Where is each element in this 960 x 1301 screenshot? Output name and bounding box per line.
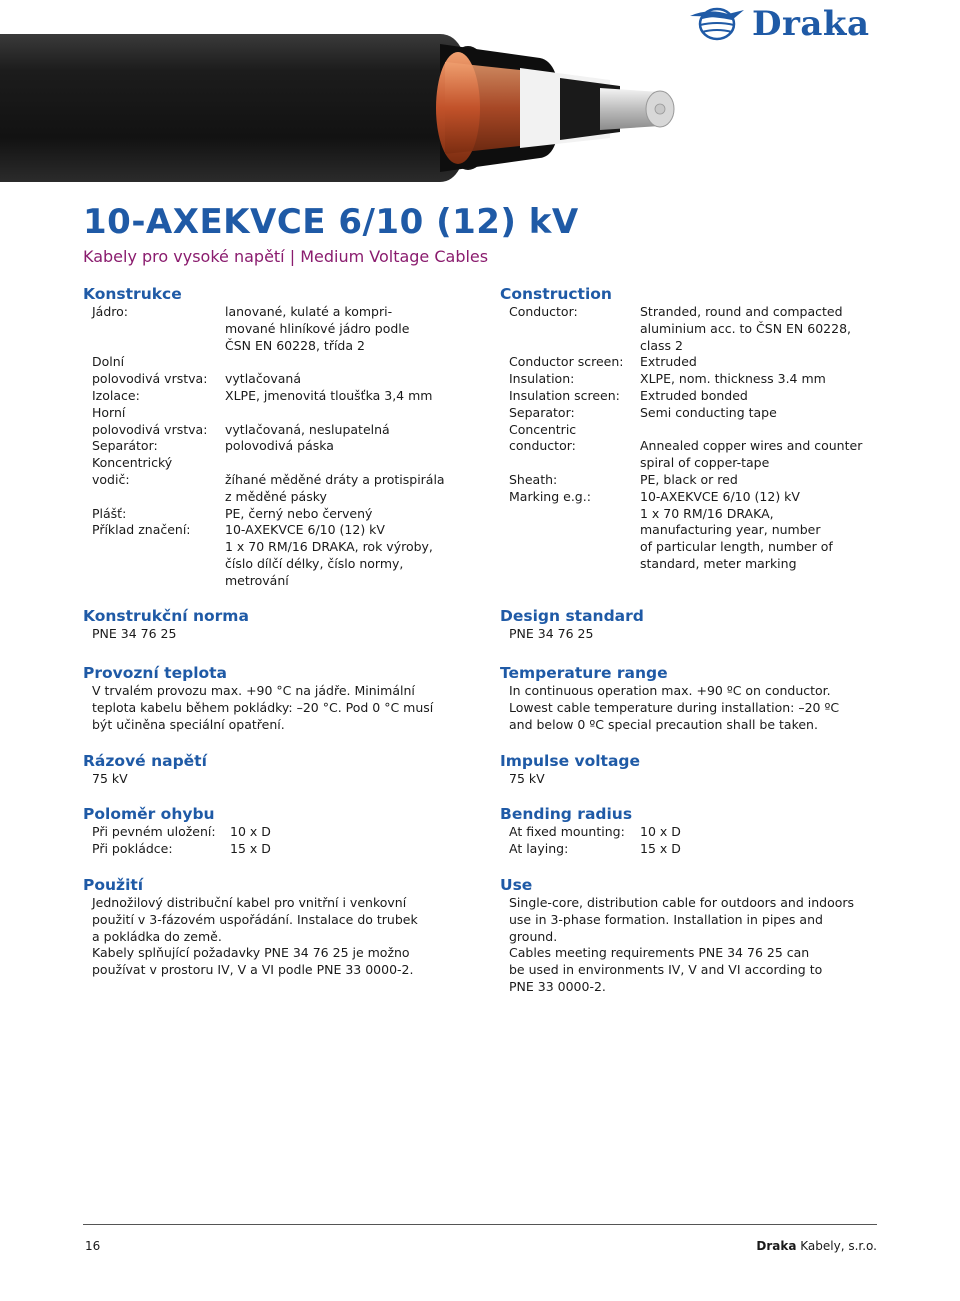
section-use-cz [83,875,483,979]
section-heading: Provozní teplota [83,664,228,682]
construction-list-en [500,304,900,573]
section-heading: Temperature range [500,664,668,682]
spec-label: Plášť: [92,505,127,521]
spec-value: polovodivá páska [225,438,334,454]
spec-label: Marking e.g.: [509,488,591,504]
spec-value: 15 x D [640,840,681,856]
spec-value: Stranded, round and compacted aluminium acc. to ČSN EN 60228, class 2 [640,304,851,353]
company-rest: Kabely, s.r.o. [796,1239,877,1253]
spec-value: Extruded bonded [640,387,748,403]
company-name [756,1239,877,1253]
spec-value: 15 x D [230,840,271,856]
page-footer [83,1224,877,1253]
spec-row [509,405,900,422]
spec-label: Jádro: [92,304,129,319]
spec-value: žíhané měděné dráty a protispirála z měděné pásky [225,471,445,504]
spec-row [92,841,483,858]
spec-row [92,405,483,439]
section-text: In continuous operation max. +90 ºC on conductor. Lowest cable temperature during installation: –20 ºC and below 0 ºC special precaution shall be taken. [509,683,840,732]
section-temperature-cz [83,663,483,733]
section-text: 75 kV [92,771,128,786]
brand-name: Draka [752,4,870,44]
spec-row [92,388,483,405]
section-text: V trvalém provozu max. +90 °C na jádře. Minimální teplota kabelu během pokládky: –20 °C. Pod 0 °C musí být učiněna speciální opatření. [92,683,434,732]
spec-label: Horní polovodivá vrstva: [92,404,208,437]
spec-label: Dolní polovodivá vrstva: [92,354,208,387]
spec-label: Concentric conductor: [509,421,577,454]
section-heading: Konstrukční norma [83,607,249,625]
spec-row [509,841,900,858]
section-heading: Construction [500,285,612,303]
page-subtitle: Kabely pro vysoké napětí | Medium Voltage Cables [83,247,489,266]
spec-value: Extruded [640,354,697,370]
bending-list-cz [83,824,483,858]
page-number: 16 [85,1239,101,1253]
section-bending-cz [83,804,483,858]
spec-value: PE, black or red [640,471,738,487]
spec-row [92,438,483,455]
spec-label: Separátor: [92,438,158,454]
company-brand: Draka [756,1239,797,1253]
section-construction-cz [83,284,483,590]
spec-row [509,304,900,354]
section-impulse-cz [83,751,483,788]
spec-value: Annealed copper wires and counter spiral of copper-tape [640,438,863,471]
spec-row [509,354,900,371]
spec-row [509,824,900,841]
section-standard-en [500,606,900,643]
section-bending-en [500,804,900,858]
spec-row [92,506,483,523]
spec-label: At laying: [509,840,569,856]
spec-label: Izolace: [92,387,140,403]
section-temperature-en [500,663,900,733]
spec-row [92,824,483,841]
section-text: 75 kV [509,771,545,786]
spec-label: Insulation: [509,371,575,387]
section-text: PNE 34 76 25 [509,626,594,641]
section-text: PNE 34 76 25 [92,626,177,641]
spec-row [509,371,900,388]
spec-label: Conductor: [509,304,578,319]
spec-label: Příklad značení: [92,522,191,538]
spec-row [509,388,900,405]
spec-row [509,489,900,573]
section-heading: Konstrukce [83,285,182,303]
spec-label: Sheath: [509,471,558,487]
spec-label: Insulation screen: [509,387,620,403]
spec-value: Semi conducting tape [640,404,777,420]
spec-value: 10-AXEKVCE 6/10 (12) kV 1 x 70 RM/16 DRAKA, rok výroby, číslo dílčí délky, číslo normy, metrování [225,522,433,588]
spec-row [509,422,900,472]
spec-value: 10 x D [230,824,271,839]
cable-illustration [0,22,960,192]
section-standard-cz [83,606,483,643]
spec-label: At fixed mounting: [509,824,625,839]
section-heading: Použití [83,876,144,894]
bending-list-en [500,824,900,858]
section-use-en [500,875,900,996]
spec-value: lanované, kulaté a kompri- mované hliníkové jádro podle ČSN EN 60228, třída 2 [225,304,410,353]
spec-row [92,455,483,505]
spec-value: vytlačovaná [225,371,301,387]
spec-row [92,522,483,589]
section-heading: Poloměr ohybu [83,805,215,823]
spec-value: XLPE, nom. thickness 3.4 mm [640,371,826,387]
section-heading: Rázové napětí [83,752,207,770]
section-text: Single-core, distribution cable for outdoors and indoors use in 3-phase formation. Installation in pipes and ground. Cables meeting requirements PNE 34 76 25 can be used in environments IV, V and VI according to PNE 33 0000-2. [509,895,855,994]
spec-label: Při pokládce: [92,840,173,856]
section-text: Jednožilový distribuční kabel pro vnitřní i venkovní použití v 3-fázovém uspořádání. Instalace do trubek a pokládka do země. Kabely splňující požadavky PNE 34 76 25 je možno používat v prostoru IV, V a VI podle PNE 33 0000-2. [92,895,418,978]
spec-row [509,472,900,489]
spec-label: Conductor screen: [509,354,624,370]
spec-row [92,354,483,388]
spec-row [92,304,483,354]
section-heading: Use [500,876,533,894]
section-impulse-en [500,751,900,788]
spec-value: XLPE, jmenovitá tloušťka 3,4 mm [225,387,433,403]
spec-value: PE, černý nebo červený [225,505,373,521]
spec-label: Separator: [509,404,575,420]
spec-value: vytlačovaná, neslupatelná [225,421,390,437]
section-heading: Impulse voltage [500,752,641,770]
section-heading: Bending radius [500,805,633,823]
spec-value: 10-AXEKVCE 6/10 (12) kV 1 x 70 RM/16 DRAKA, manufacturing year, number of particular length, number of standard, meter marking [640,488,833,571]
spec-value: 10 x D [640,824,681,839]
spec-label: Při pevném uložení: [92,824,216,839]
section-heading: Design standard [500,607,644,625]
section-construction-en [500,284,900,573]
construction-list-cz [83,304,483,590]
spec-label: Koncentrický vodič: [92,455,173,487]
page-title: 10-AXEKVCE 6/10 (12) kV [83,202,579,242]
